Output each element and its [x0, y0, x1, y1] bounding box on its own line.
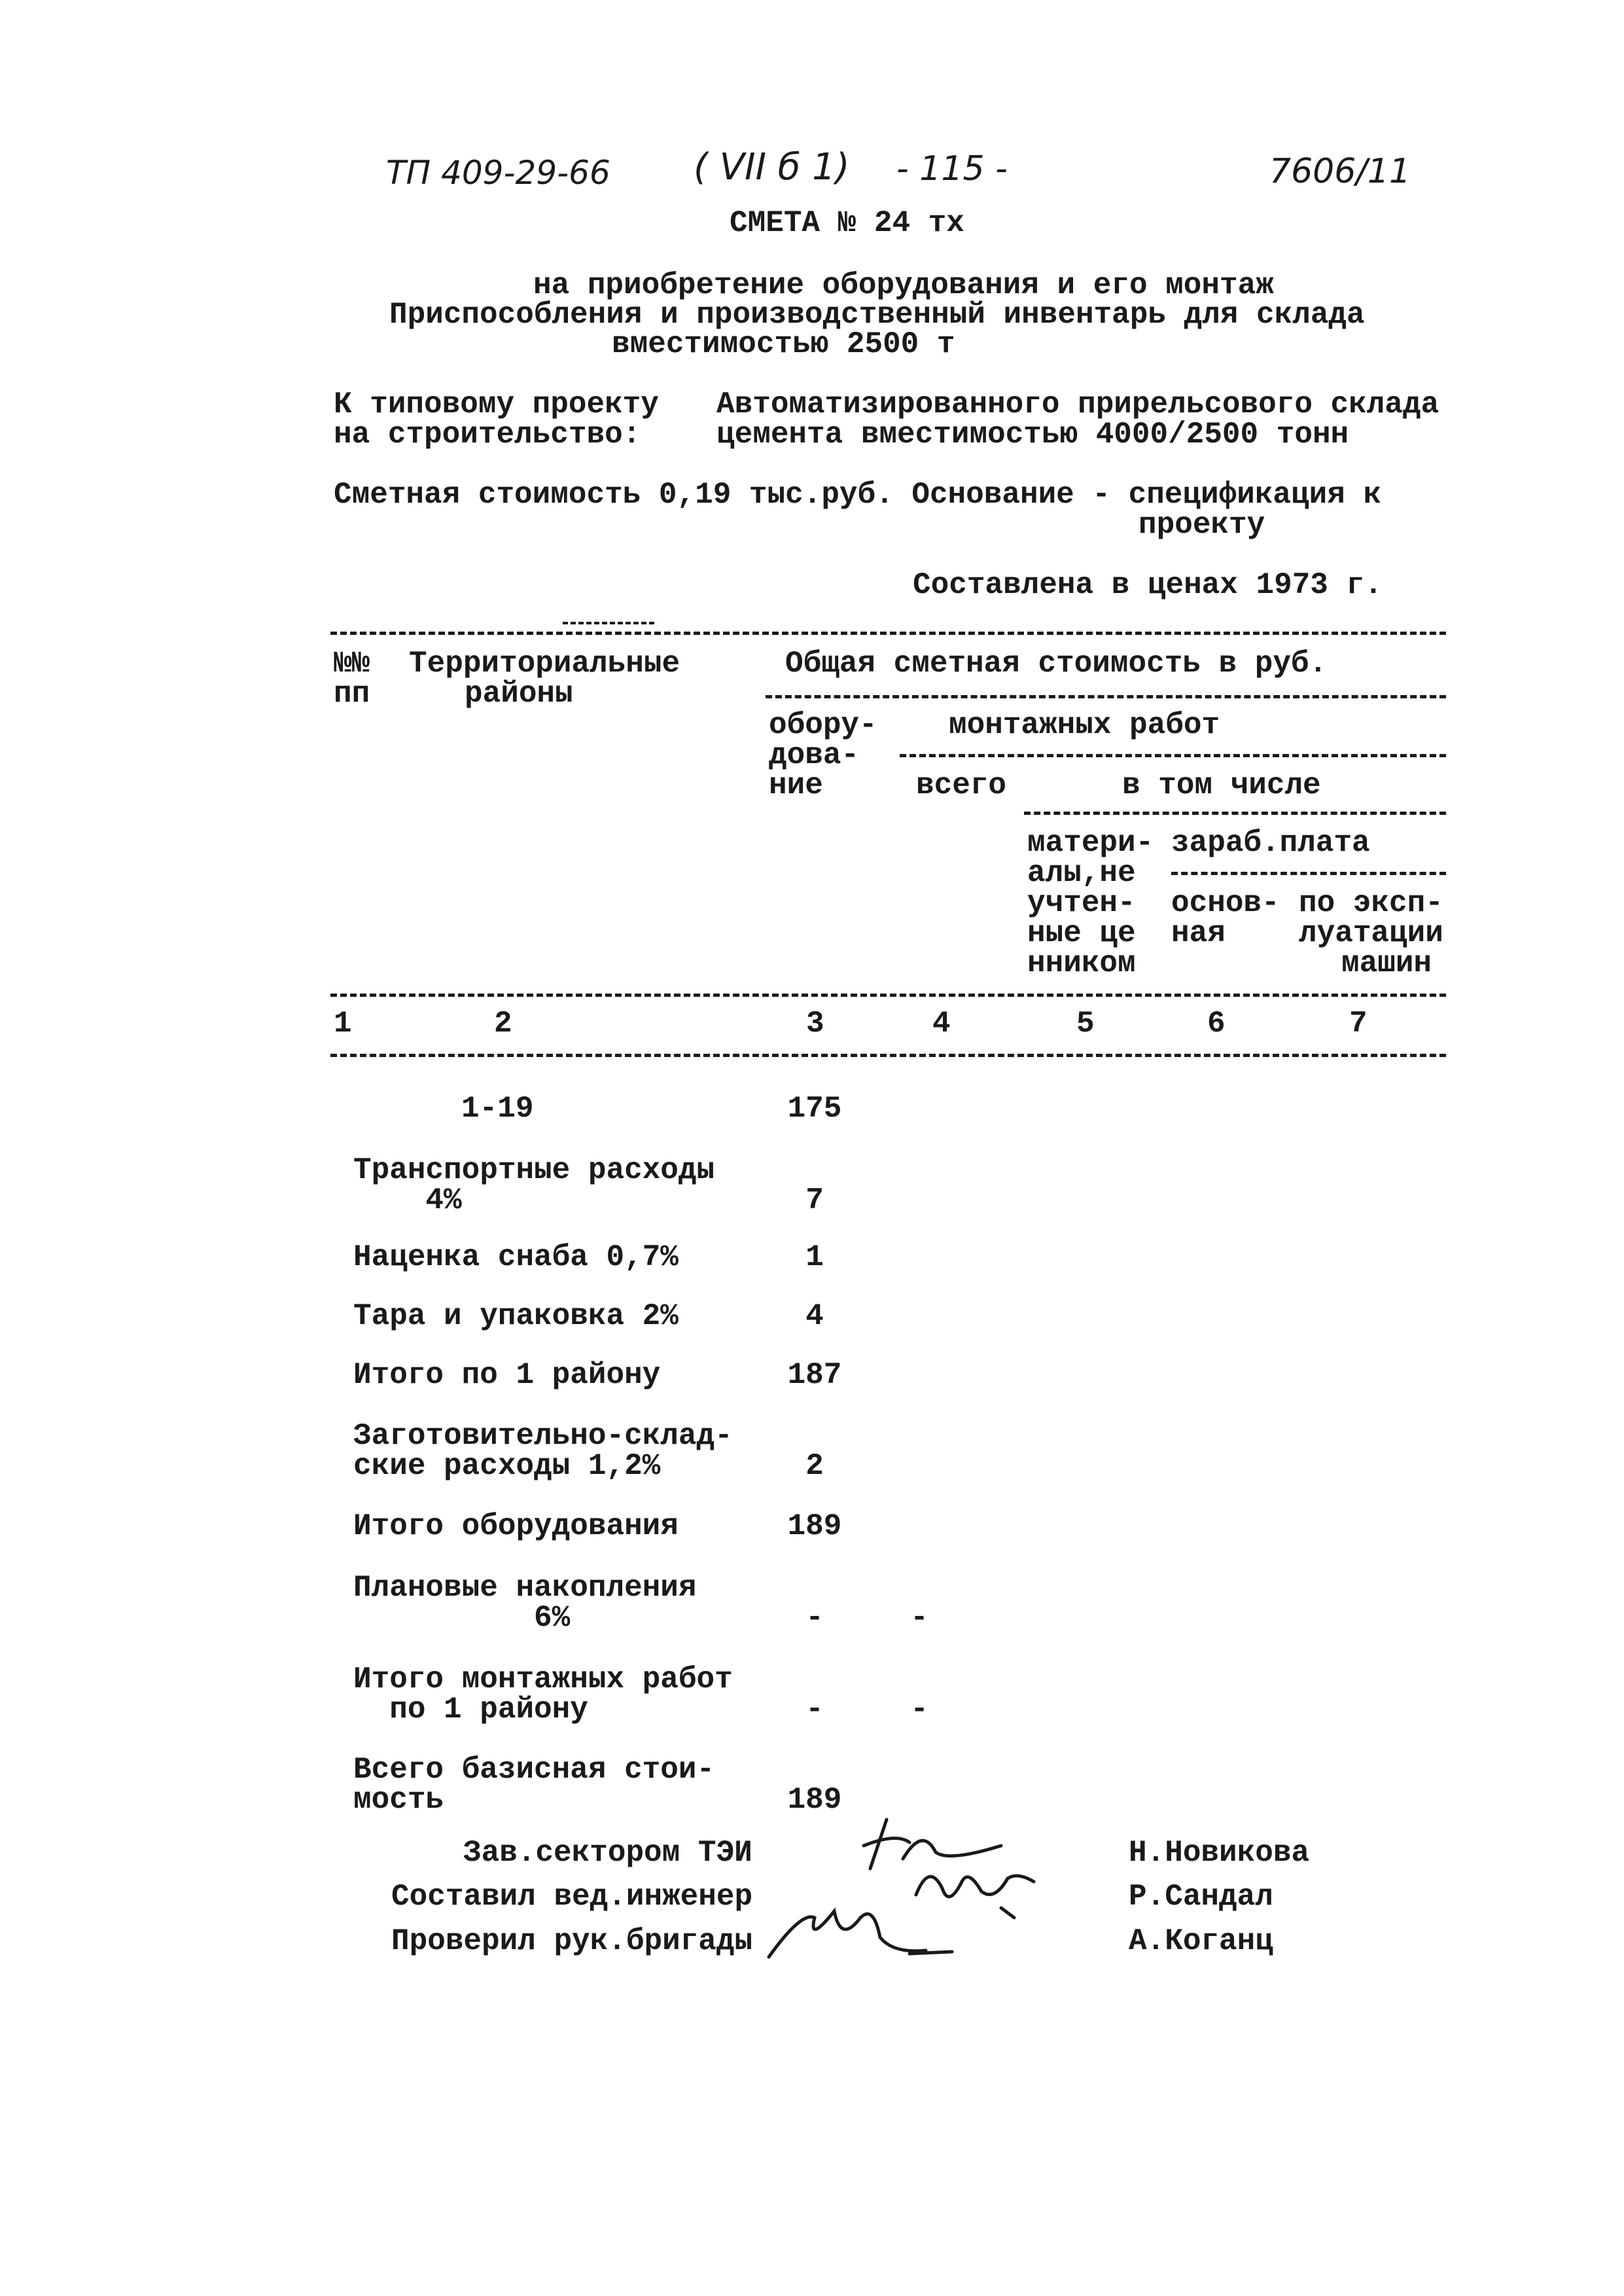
row-equipment-value: -: [805, 1601, 824, 1635]
col-basic-wage-header-2: ная: [1171, 916, 1226, 950]
col-materials-header-3: учтен-: [1027, 886, 1136, 920]
col-materials-header: матери-: [1027, 826, 1154, 860]
page-number: - 115 -: [896, 149, 1008, 188]
col-index: 4: [932, 1007, 951, 1041]
signature-name: Р.Сандал: [1129, 1880, 1273, 1914]
project-value-1: Автоматизированного прирельсового склада: [716, 387, 1439, 422]
col-region-header: Территориальные: [409, 647, 680, 681]
estimated-cost: Сметная стоимость 0,19 тыс.руб. Основание - спецификация к: [334, 478, 1382, 512]
signature-name: Н.Новикова: [1129, 1836, 1310, 1870]
col-mounting-header: монтажных работ: [949, 708, 1220, 742]
row-equipment-value: 175: [787, 1092, 842, 1126]
row-label: Тара и упаковка 2%: [353, 1299, 679, 1333]
col-machine-header: по эксп-: [1299, 886, 1443, 920]
inventory-number: 7606/11: [1269, 152, 1411, 191]
col-index: 6: [1207, 1007, 1226, 1041]
row-label: Плановые накопления: [353, 1571, 697, 1605]
col-equipment-header: обору-: [769, 708, 877, 742]
project-value-2: цемента вместимостью 4000/2500 тонн: [716, 418, 1349, 452]
col-index: 5: [1076, 1007, 1095, 1041]
row-mounting-value: -: [910, 1601, 928, 1635]
row-equipment-value: 189: [787, 1783, 842, 1817]
row-label: Итого по 1 району: [353, 1358, 661, 1392]
row-equipment-value: 187: [787, 1358, 842, 1392]
header-mark: [563, 622, 654, 624]
rule-wage: [1171, 872, 1446, 875]
rule-mounting: [900, 754, 1446, 757]
estimate-capacity: вместимостью 2500 т: [612, 327, 955, 361]
col-equipment-header-2: дова-: [769, 738, 860, 772]
col-index: 1: [334, 1007, 352, 1041]
row-equipment-value: 1: [805, 1240, 824, 1274]
row-label-2: 6%: [353, 1601, 571, 1635]
rule-including: [1024, 812, 1446, 815]
col-index: 7: [1349, 1007, 1368, 1041]
row-equipment-value: 189: [787, 1509, 842, 1543]
row-equipment-value: 7: [805, 1183, 824, 1217]
row-label: Наценка снаба 0,7%: [353, 1240, 679, 1274]
table-top-rule: [330, 632, 1446, 635]
col-materials-header-2: алы,не: [1027, 856, 1136, 890]
col-basic-wage-header: основ-: [1171, 886, 1280, 920]
rule-total: [766, 695, 1446, 698]
col-materials-header-5: нником: [1027, 946, 1136, 980]
estimate-title: СМЕТА № 24 тх: [730, 206, 964, 240]
row-label: Всего базисная стои-: [353, 1753, 715, 1787]
row-equipment-value: -: [805, 1693, 824, 1727]
signature-role: Зав.сектором ТЭИ: [463, 1836, 752, 1870]
col-machine-header-3: машин: [1341, 946, 1432, 980]
signature-role: Проверил рук.бригады: [391, 1924, 753, 1958]
row-label: Транспортные расходы: [353, 1153, 715, 1187]
col-wage-header: зараб.плата: [1171, 826, 1370, 860]
project-label-2: на строительство:: [334, 418, 641, 452]
row-label: Итого оборудования: [353, 1509, 679, 1543]
rule-header-bottom: [330, 994, 1446, 997]
col-index: 2: [494, 1007, 512, 1041]
col-region-header-2: районы: [465, 677, 573, 711]
col-total-header: Общая сметная стоимость в руб.: [785, 647, 1328, 681]
doc-code: ТП 409-29-66: [386, 154, 610, 192]
row-label-2: 4%: [353, 1183, 462, 1217]
row-label: Итого монтажных работ: [353, 1662, 733, 1696]
col-number-header-2: пп: [334, 677, 370, 711]
row-label-2: ские расходы 1,2%: [353, 1449, 661, 1483]
price-level: Составлена в ценах 1973 г.: [913, 568, 1383, 602]
row-mounting-value: -: [910, 1693, 928, 1727]
col-all-header: всего: [916, 768, 1007, 802]
row-equipment-value: 2: [805, 1449, 824, 1483]
row-label: Заготовительно-склад-: [353, 1419, 733, 1453]
signature-name: А.Коганц: [1129, 1924, 1273, 1958]
row-label-2: мость: [353, 1783, 444, 1817]
row-label: 1-19: [461, 1092, 534, 1126]
col-equipment-header-3: ние: [769, 768, 823, 802]
col-number-header: №№: [334, 647, 370, 681]
col-machine-header-2: луатации: [1299, 916, 1443, 950]
signature-role: Составил вед.инженер: [391, 1880, 753, 1914]
handwritten-signature-3: [762, 1892, 972, 1970]
row-equipment-value: 4: [805, 1299, 824, 1333]
col-index: 3: [806, 1007, 824, 1041]
section-number: ( VII б 1): [694, 146, 850, 188]
estimate-subtitle: на приобретение оборудования и его монтаж: [533, 268, 1274, 302]
rule-numbers-bottom: [330, 1054, 1446, 1057]
estimate-object: Приспособления и производственный инвентарь для склада: [389, 298, 1365, 332]
basis-project: проекту: [1139, 508, 1265, 542]
row-label-2: по 1 району: [353, 1693, 588, 1727]
col-materials-header-4: ные це: [1027, 916, 1136, 950]
project-label-1: К типовому проекту: [334, 387, 659, 422]
col-including-header: в том числе: [1122, 768, 1321, 802]
